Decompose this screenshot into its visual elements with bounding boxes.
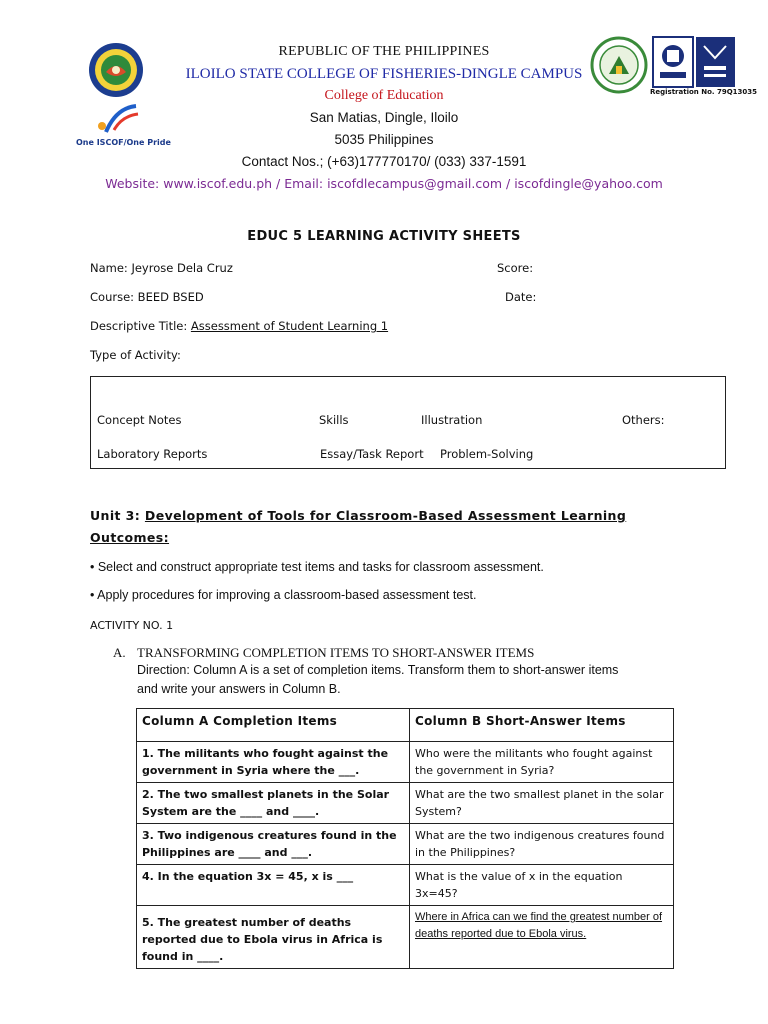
table-row — [137, 824, 674, 865]
unit-label: Unit 3: — [90, 508, 145, 523]
option-problem-solving[interactable]: Problem-Solving — [440, 447, 534, 461]
completion-table — [136, 708, 674, 969]
objective-2: • Apply procedures for improving a classroom-based assessment test. — [90, 588, 477, 602]
option-essay-task-report[interactable]: Essay/Task Report — [320, 447, 424, 461]
table-row — [137, 865, 674, 906]
direction-line-1: Direction: Column A is a set of completion items. Transform them to short-answer items — [137, 663, 619, 677]
address-line-2: 5035 Philippines — [334, 132, 434, 147]
score-field: Score: — [497, 261, 534, 275]
completion-item: 4. In the equation 3x = 45, x is ___ — [137, 865, 410, 906]
completion-item: 3. Two indigenous creatures found in the Philippines are ____ and ___. — [137, 824, 410, 865]
short-answer-item: What is the value of x in the equation 3x=45? — [410, 865, 674, 906]
activity-number: ACTIVITY NO. 1 — [90, 619, 174, 632]
department-name: College of Education — [324, 88, 444, 103]
completion-item: 1. The militants who fought against the government in Syria where the ___. — [137, 742, 410, 783]
short-answer-item: What are the two smallest planet in the solar System? — [410, 783, 674, 824]
unit-heading — [90, 505, 660, 549]
short-answer-item: What are the two indigenous creatures found in the Philippines? — [410, 824, 674, 865]
objective-1: • Select and construct appropriate test items and tasks for classroom assessment. — [90, 560, 544, 574]
table-row — [137, 742, 674, 783]
document-title: EDUC 5 LEARNING ACTIVITY SHEETS — [247, 229, 521, 244]
course-field: Course: BEED BSED — [90, 290, 204, 304]
column-b-header: Column B Short-Answer Items — [410, 709, 674, 742]
registration-number: Registration No. 79Q13035 — [650, 88, 758, 96]
option-illustration[interactable]: Illustration — [421, 413, 483, 427]
descriptive-title-value: Assessment of Student Learning 1 — [190, 319, 389, 333]
name-field: Name: Jeyrose Dela Cruz — [90, 261, 233, 275]
option-concept-notes[interactable]: Concept Notes — [97, 413, 182, 427]
college-name: ILOILO STATE COLLEGE OF FISHERIES-DINGLE CAMPUS — [185, 66, 583, 82]
date-field: Date: — [505, 290, 537, 304]
short-answer-item: Where in Africa can we find the greatest number of deaths reported due to Ebola virus. — [410, 906, 674, 969]
completion-item: 5. The greatest number of deaths reported due to Ebola virus in Africa is found in ____. — [137, 906, 410, 969]
unit-title: Development of Tools for Classroom-Based Assessment Learning Outcomes: — [90, 508, 627, 545]
activity-type-box — [90, 376, 726, 469]
one-pride-tagline: One ISCOF/One Pride — [76, 138, 171, 147]
completion-item: 2. The two smallest planets in the Solar System are the ____ and ____. — [137, 783, 410, 824]
descriptive-title-label: Descriptive Title: — [90, 319, 191, 333]
section-letter: A. — [113, 645, 126, 660]
address-line-1: San Matias, Dingle, Iloilo — [309, 110, 459, 125]
short-answer-item: Who were the militants who fought against the government in Syria? — [410, 742, 674, 783]
type-of-activity-label: Type of Activity: — [90, 348, 181, 362]
descriptive-title-field — [90, 319, 388, 333]
contact-numbers: Contact Nos.; (+63)177770170/ (033) 337-1591 — [241, 154, 527, 169]
section-heading: TRANSFORMING COMPLETION ITEMS TO SHORT-ANSWER ITEMS — [137, 645, 535, 660]
table-header-row — [137, 709, 674, 742]
option-others[interactable]: Others: — [622, 413, 665, 427]
website-email: Website: www.iscof.edu.ph / Email: iscofdlecampus@gmail.com / iscofdingle@yahoo.com — [105, 176, 663, 191]
column-a-header: Column A Completion Items — [137, 709, 410, 742]
option-laboratory-reports[interactable]: Laboratory Reports — [97, 447, 208, 461]
republic-heading: REPUBLIC OF THE PHILIPPINES — [278, 44, 490, 59]
table-row — [137, 783, 674, 824]
direction-line-2: and write your answers in Column B. — [137, 682, 341, 696]
table-row — [137, 906, 674, 969]
option-skills[interactable]: Skills — [319, 413, 349, 427]
